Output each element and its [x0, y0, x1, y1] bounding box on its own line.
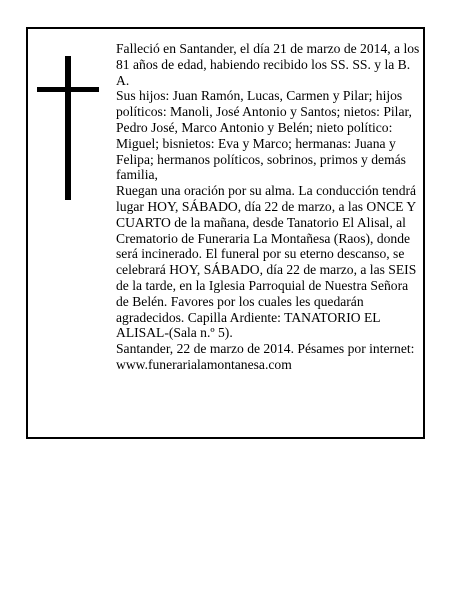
cross-vertical-bar: [65, 56, 71, 200]
cross-icon: [37, 56, 99, 200]
date-and-condolences: Santander, 22 de marzo de 2014. Pésames por internet: www.funerarialamontanesa.com: [116, 341, 415, 372]
cross-horizontal-bar: [37, 87, 99, 92]
notice-text: [116, 41, 420, 373]
death-announcement: Falleció en Santander, el día 21 de marzo de 2014, a los 81 años de edad, habiendo recibido los SS. SS. y la B. A.: [116, 41, 420, 88]
obituary-notice: [26, 27, 425, 439]
family-list: Sus hijos: Juan Ramón, Lucas, Carmen y Pilar; hijos políticos: Manoli, José Antonio y Santos; nietos: Pilar, Pedro José, Marco Antonio y Belén; nieto político: Miguel; bisnietos: Eva y Marco; hermanas: Juana y Felipa; hermanos políticos, sobrinos, primos y demás familia,: [116, 88, 412, 183]
service-details: Ruegan una oración por su alma. La conducción tendrá lugar HOY, SÁBADO, día 22 de marzo, a las ONCE Y CUARTO de la mañana, desde Tanatorio El Alisal, al Crematorio de Funeraria La Montañesa (Raos), donde será incinerado. El funeral por su eterno descanso, se celebrará HOY, SÁBADO, día 22 de marzo, a las SEIS de la tarde, en la Iglesia Parroquial de Nuestra Señora de Belén. Favores por los cuales les quedarán agradecidos. Capilla Ardiente: TANATORIO EL ALISAL-(Sala n.º 5).: [116, 183, 417, 341]
